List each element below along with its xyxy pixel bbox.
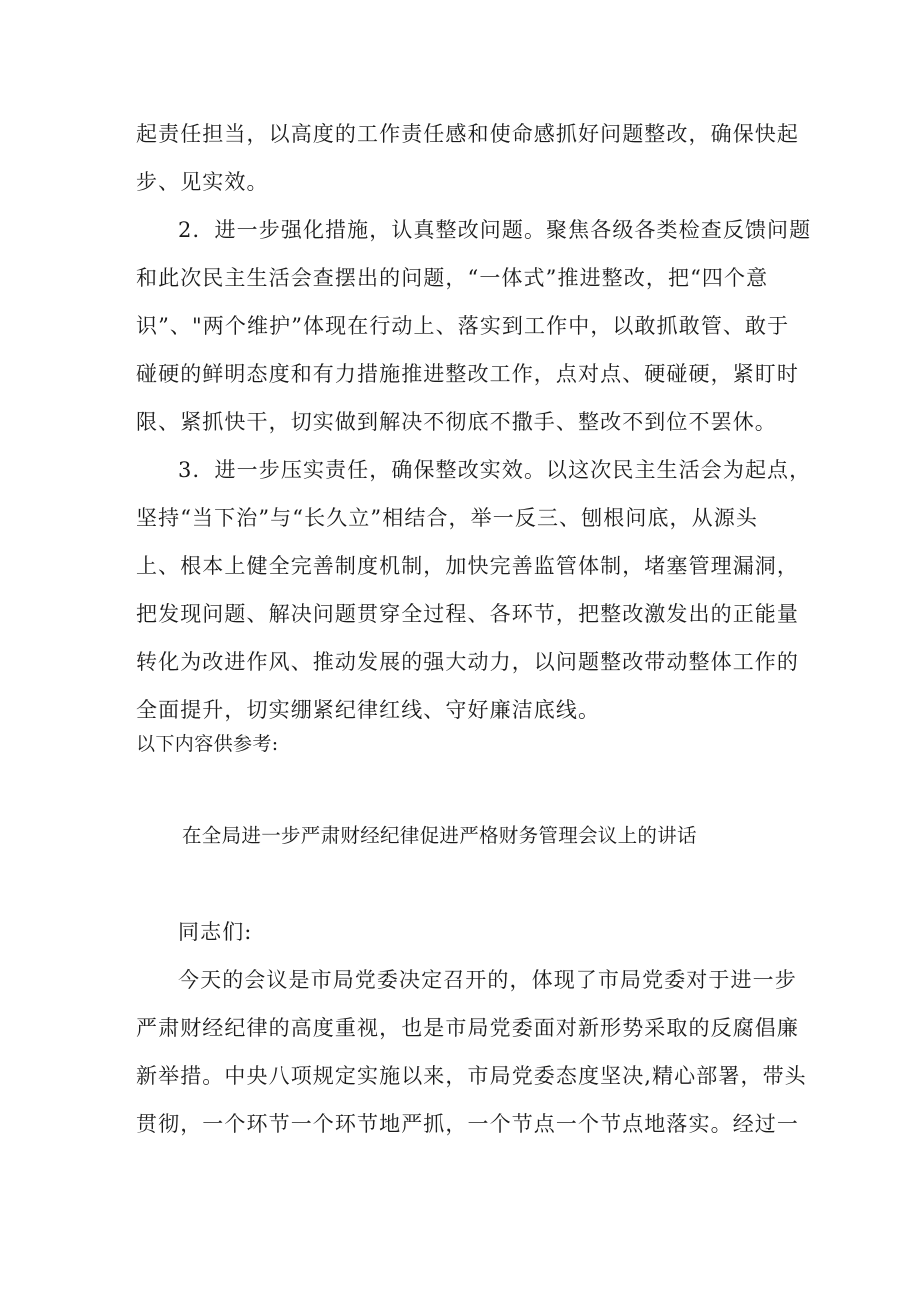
paragraph-line: 和此次民主生活会查摆出的问题，“一体式”推进整改，把“四个意 <box>136 266 769 290</box>
paragraph-line: 限、紧抓快干，切实做到解决不彻底不撒手、整改不到位不罢休。 <box>136 410 777 434</box>
paragraph-line: 识”、"两个维护”体现在行动上、落实到工作中，以敢抓敢管、敢于 <box>136 314 790 338</box>
paragraph-line: 贯彻，一个环节一个环节地严抓，一个节点一个节点地落实。经过一 <box>136 1112 799 1136</box>
paragraph-line: 转化为改进作风、推动发展的强大动力，以问题整改带动整体工作的 <box>136 650 799 674</box>
paragraph-line: 3．进一步压实责任，确保整改实效。以这次民主生活会为起点， <box>178 458 812 482</box>
paragraph-line: 全面提升，切实绷紧纪律红线、守好廉洁底线。 <box>136 698 601 722</box>
paragraph-line: 2．进一步强化措施，认真整改问题。聚焦各级各类检查反馈问题 <box>178 218 812 242</box>
reference-note: 以下内容供参考: <box>136 733 279 755</box>
paragraph-line: 起责任担当，以高度的工作责任感和使命感抓好问题整改，确保快起 <box>136 122 799 146</box>
speech-title: 在全局进一步严肃财经纪律促进严格财务管理会议上的讲话 <box>182 824 697 847</box>
paragraph-line: 严肃财经纪律的高度重视，也是市局党委面对新形势采取的反腐倡廉 <box>136 1016 799 1040</box>
paragraph-line: 步、见实效。 <box>136 170 269 194</box>
paragraph-line: 把发现问题、解决问题贯穿全过程、各环节，把整改激发出的正能量 <box>136 602 799 626</box>
paragraph-line: 上、根本上健全完善制度机制，加快完善监管体制，堵塞管理漏洞， <box>136 554 799 578</box>
paragraph-line: 新举措。中央八项规定实施以来，市局党委态度坚决,精心部署，带头 <box>136 1064 807 1088</box>
paragraph-line: 今天的会议是市局党委决定召开的，体现了市局党委对于进一步 <box>178 968 797 992</box>
paragraph-line: 坚持“当下治”与“长久立”相结合，举一反三、刨根问底，从源头 <box>136 506 758 530</box>
salutation: 同志们: <box>178 920 253 944</box>
paragraph-line: 碰硬的鲜明态度和有力措施推进整改工作，点对点、硬碰硬，紧盯时 <box>136 362 799 386</box>
